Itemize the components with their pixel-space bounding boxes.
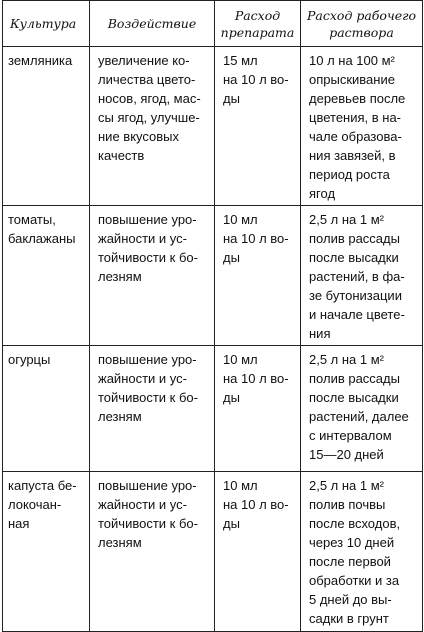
cell-line: на 10 л во- — [223, 497, 289, 512]
header-line: раствора — [329, 24, 394, 40]
crop-cell — [3, 472, 90, 632]
cell-line: 15 мл — [223, 53, 258, 68]
cell-line: ния — [309, 326, 331, 341]
cell-line: увеличение ко- — [98, 53, 190, 68]
solution-cell — [301, 206, 423, 346]
dose-cell — [215, 346, 301, 472]
crop-cell — [3, 47, 90, 206]
cell-line: локочан- — [8, 497, 62, 512]
cell-line: жайности и ус- — [98, 371, 187, 386]
cell-line: 10 мл — [223, 212, 258, 227]
table-row — [3, 206, 423, 346]
cell-line: повышение уро- — [98, 352, 197, 367]
dose-cell — [215, 206, 301, 346]
header-dose — [215, 1, 301, 47]
cell-line: деревьев после — [309, 91, 406, 106]
crop-cell — [3, 346, 90, 472]
cell-line: 10 мл — [223, 352, 258, 367]
solution-cell — [301, 346, 423, 472]
cell-line: садки в грунт — [309, 611, 389, 626]
cell-line: ды — [223, 516, 240, 531]
cell-line: 2,5 л на 1 м² — [309, 352, 385, 367]
cell-line: личества цвето- — [98, 72, 196, 87]
cell-line: после высадки — [309, 390, 399, 405]
cell-line: зе бутонизации — [309, 288, 402, 303]
cell-line: опрыскивание — [309, 72, 395, 87]
cell-line: полив почвы — [309, 497, 386, 512]
cell-line: на 10 л во- — [223, 72, 289, 87]
solution-cell — [301, 472, 423, 632]
cell-line: тойчивости к бо- — [98, 250, 198, 265]
cell-line: через 10 дней — [309, 535, 395, 550]
cell-line: ды — [223, 250, 240, 265]
cell-line: томаты, — [8, 212, 56, 227]
cell-line: повышение уро- — [98, 212, 197, 227]
cell-line: ние вкусовых — [98, 129, 180, 144]
cell-line: после первой — [309, 554, 391, 569]
cell-line: на 10 л во- — [223, 371, 289, 386]
cell-line: на 10 л во- — [223, 231, 289, 246]
effect-cell — [90, 346, 215, 472]
cell-line: качеств — [98, 148, 145, 163]
cell-line: лезням — [98, 535, 142, 550]
cell-line: растений, далее — [309, 409, 409, 424]
table-row — [3, 472, 423, 632]
cell-line: жайности и ус- — [98, 231, 187, 246]
header-solution — [301, 1, 423, 47]
effect-cell — [90, 206, 215, 346]
header-row — [3, 1, 423, 47]
header-line: Расход рабочего — [307, 7, 416, 23]
cell-line: лезням — [98, 409, 142, 424]
header-line: Культура — [10, 16, 77, 31]
dose-cell — [215, 472, 301, 632]
cell-line: ды — [223, 91, 240, 106]
cell-line: 2,5 л на 1 м² — [309, 212, 385, 227]
effect-cell — [90, 472, 215, 632]
dose-cell — [215, 47, 301, 206]
cell-line: ягод — [309, 186, 336, 201]
cell-line: с интервалом — [309, 428, 392, 443]
cell-line: огурцы — [8, 352, 51, 367]
cell-line: обработки и за — [309, 573, 400, 588]
cell-line: капуста бе- — [8, 478, 77, 493]
header-effect — [90, 1, 215, 47]
fertilizer-table — [2, 0, 423, 632]
table-row — [3, 346, 423, 472]
header-line: препарата — [220, 24, 295, 40]
cell-line: 10 л на 100 м² — [309, 53, 395, 68]
effect-cell — [90, 47, 215, 206]
cell-line: 5 дней до вы- — [309, 592, 392, 607]
cell-line: растений, в фа- — [309, 269, 405, 284]
cell-line: полив рассады — [309, 371, 400, 386]
header-crop — [3, 1, 90, 47]
cell-line: 15—20 дней — [309, 447, 384, 462]
cell-line: баклажаны — [8, 231, 76, 246]
cell-line: после высадки — [309, 250, 399, 265]
cell-line: чале образова- — [309, 129, 402, 144]
cell-line: носов, ягод, мас- — [98, 91, 201, 106]
cell-line: цветения, в на- — [309, 110, 402, 125]
cell-line: и начале цвете- — [309, 307, 405, 322]
header-line: Воздействие — [107, 16, 197, 31]
cell-line: ды — [223, 390, 240, 405]
header-line: Расход — [234, 7, 281, 23]
cell-line: 10 мл — [223, 478, 258, 493]
cell-line: повышение уро- — [98, 478, 197, 493]
cell-line: жайности и ус- — [98, 497, 187, 512]
crop-cell — [3, 206, 90, 346]
cell-line: ния завязей, в — [309, 148, 396, 163]
cell-line: земляника — [8, 53, 73, 68]
cell-line: после всходов, — [309, 516, 401, 531]
table-row — [3, 47, 423, 206]
cell-line: период роста — [309, 167, 390, 182]
cell-line: лезням — [98, 269, 142, 284]
cell-line: полив рассады — [309, 231, 400, 246]
cell-line: ная — [8, 516, 30, 531]
cell-line: тойчивости к бо- — [98, 516, 198, 531]
cell-line: тойчивости к бо- — [98, 390, 198, 405]
cell-line: 2,5 л на 1 м² — [309, 478, 385, 493]
cell-line: сы ягод, улучше- — [98, 110, 200, 125]
solution-cell — [301, 47, 423, 206]
